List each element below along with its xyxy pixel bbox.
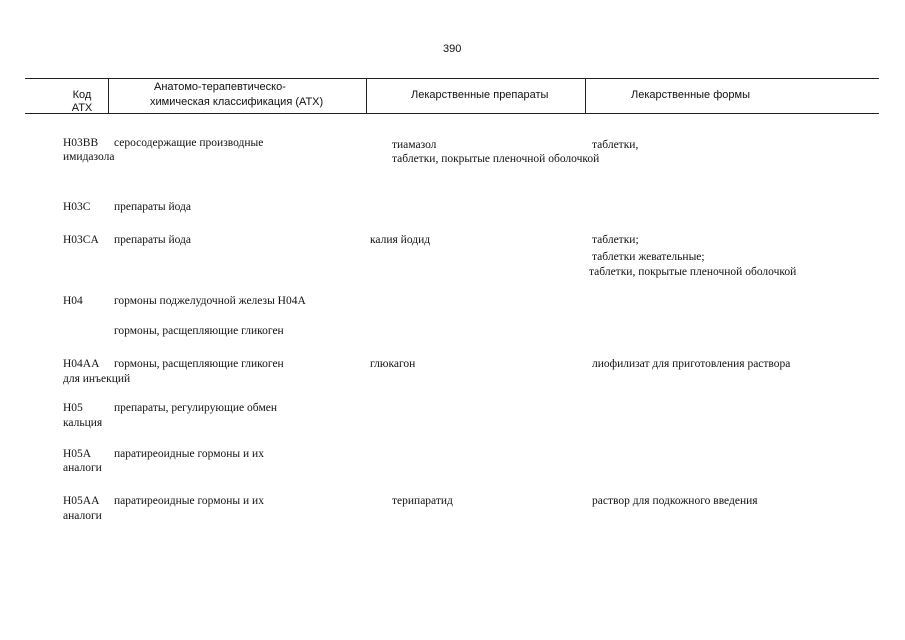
drug-name: терипаратид — [392, 495, 453, 507]
atc-name: паратиреоидные гормоны и их — [114, 448, 264, 460]
atc-name: паратиреоидные гормоны и их — [114, 495, 264, 507]
header-class-line2: химическая классификация (АТХ) — [150, 96, 324, 108]
atc-name: гормоны, расщепляющие гликоген — [114, 358, 284, 370]
header-divider-3 — [585, 79, 586, 114]
dosage-form: таблетки, — [592, 139, 639, 151]
atc-code: H03CA — [63, 234, 99, 246]
atc-name: гормоны поджелудочной железы H04A — [114, 295, 306, 307]
atc-name: препараты йода — [114, 234, 191, 246]
header-code-line2: АТХ — [71, 102, 93, 114]
dosage-form: таблетки; — [592, 234, 639, 246]
atc-code: H05A — [63, 448, 92, 460]
dosage-form: таблетки, покрытые пленочной оболочкой — [589, 266, 797, 278]
header-divider-2 — [366, 79, 367, 114]
drug-name: глюкагон — [370, 358, 416, 370]
page-number: 390 — [443, 43, 462, 55]
atc-name-continuation: гормоны, расщепляющие гликоген — [114, 325, 284, 337]
dosage-form: лиофилизат для приготовления раствора — [592, 358, 791, 370]
header-forms: Лекарственные формы — [631, 89, 750, 101]
dosage-form: таблетки, покрытые пленочной оболочкой — [392, 153, 600, 165]
dosage-form: раствор для подкожного введения — [592, 495, 758, 507]
atc-name-continuation: кальция — [63, 417, 103, 429]
atc-code: H04 — [63, 295, 83, 307]
header-top-rule — [25, 78, 879, 79]
atc-code: H03BB — [63, 137, 99, 149]
header-class-line1: Анатомо-терапевтическо- — [154, 81, 286, 93]
atc-code: H05AA — [63, 495, 100, 507]
atc-name: препараты йода — [114, 201, 191, 213]
header-divider-1 — [108, 79, 109, 114]
atc-code: H03C — [63, 201, 91, 213]
atc-name-continuation: аналоги — [63, 462, 102, 474]
atc-name: серосодержащие производные — [114, 137, 264, 149]
header-code-line1: Код — [72, 89, 92, 101]
drug-name: тиамазол — [392, 139, 437, 151]
atc-name-continuation: аналоги — [63, 510, 102, 522]
dosage-form: таблетки жевательные; — [592, 251, 705, 263]
atc-name-continuation: для инъекций — [63, 373, 131, 385]
atc-code: H05 — [63, 402, 83, 414]
atc-name-continuation: имидазола — [63, 151, 115, 163]
header-bottom-rule — [25, 113, 879, 114]
header-drugs: Лекарственные препараты — [411, 89, 549, 101]
drug-name: калия йодид — [370, 234, 431, 246]
atc-code: H04AA — [63, 358, 100, 370]
atc-name: препараты, регулирующие обмен — [114, 402, 277, 414]
